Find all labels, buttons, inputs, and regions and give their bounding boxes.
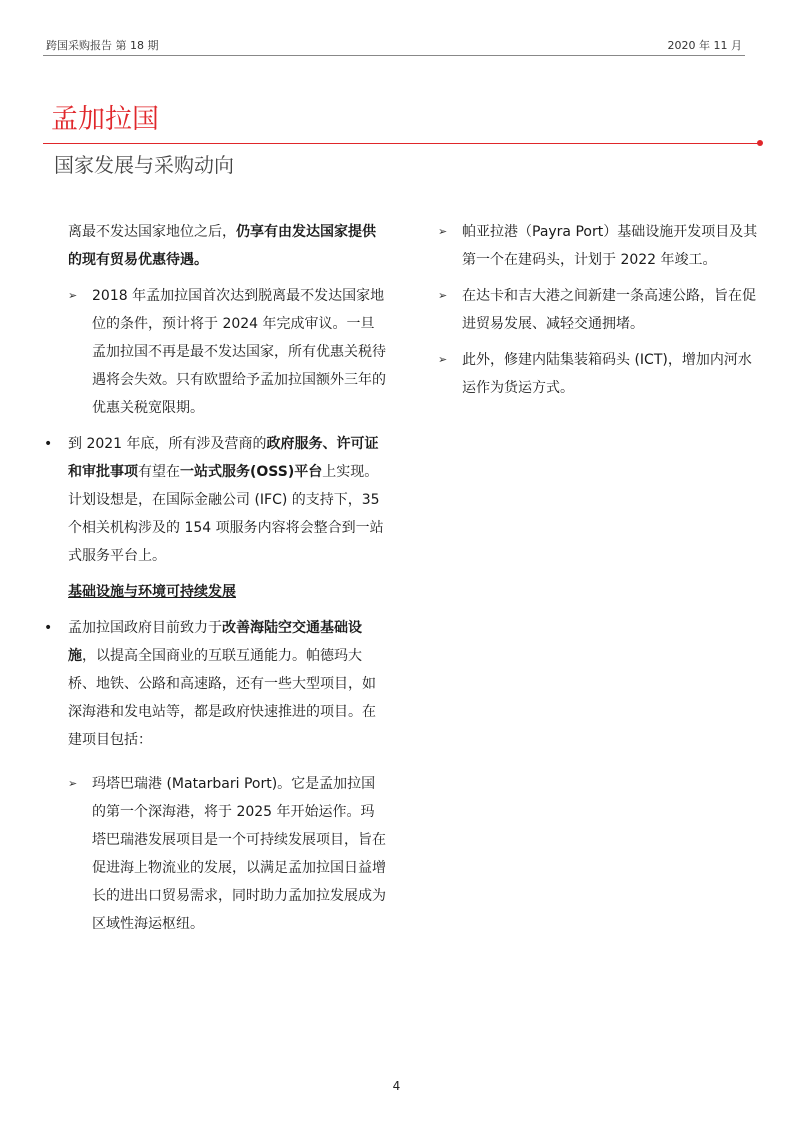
header-date: 2020 年 11 月 <box>667 39 742 52</box>
text: 孟加拉国政府目前致力于 <box>68 620 222 636</box>
header-divider <box>43 55 745 56</box>
title-divider-dot <box>757 140 763 146</box>
arrow-bullet-icon: ➢ <box>68 289 78 302</box>
continued-paragraph <box>68 218 388 274</box>
bullet-icon: • <box>44 436 53 452</box>
arrow-item-graduation <box>68 282 388 422</box>
text: 上实现。计划设想是，在国际金融公司 (IFC) 的支持下，35 个相关机构涉及的 154 项服务内容将会整合到一站式服务平台上。 <box>68 464 384 564</box>
right-column <box>438 218 758 402</box>
arrow-bullet-icon: ➢ <box>438 289 448 302</box>
arrow-bullet-icon: ➢ <box>438 353 448 366</box>
bold-text: 政府服务、许可证和审批事项 <box>68 436 379 480</box>
arrow-item-text: 在达卡和吉大港之间新建一条高速公路，旨在促进贸易发展、减轻交通拥堵。 <box>462 288 756 332</box>
title-divider <box>43 143 759 144</box>
bold-text: 改善海陆空交通基础设施 <box>68 620 362 664</box>
text: ，以提高全国商业的互联互通能力。帕德玛大桥、地铁、公路和高速路，还有一些大型项目，如深海港和发电站等，都是政府快速推进的项目。在建项目包括： <box>68 648 376 748</box>
arrow-item-matarbari <box>68 770 388 938</box>
arrow-bullet-icon: ➢ <box>68 777 78 790</box>
page-subtitle: 国家发展与采购动向 <box>54 153 234 177</box>
arrow-item-text: 此外，修建内陆集装箱码头 (ICT)，增加内河水运作为货运方式。 <box>462 352 752 396</box>
text: 到 2021 年底，所有涉及营商的 <box>68 436 267 452</box>
bold-text: 仍享有由发达国家提供的现有贸易优惠待遇。 <box>68 224 376 268</box>
header-report-title: 跨国采购报告 第 18 期 <box>46 39 159 52</box>
text: 离最不发达国家地位之后， <box>68 224 236 240</box>
arrow-item-payra <box>438 218 758 274</box>
arrow-bullet-icon: ➢ <box>438 225 448 238</box>
page-number: 4 <box>392 1079 401 1093</box>
bullet-icon: • <box>44 620 53 636</box>
section-heading: 基础设施与环境可持续发展 <box>68 584 236 600</box>
left-column <box>44 218 388 938</box>
bullet-item-infrastructure <box>44 614 388 754</box>
bullet-item-oss <box>44 430 388 570</box>
bold-text: 一站式服务(OSS)平台 <box>180 464 323 480</box>
arrow-item-text: 帕亚拉港（Payra Port）基础设施开发项目及其第一个在建码头，计划于 2022 年竣工。 <box>462 224 758 268</box>
arrow-item-highway <box>438 282 758 338</box>
text: 有望在 <box>138 464 180 480</box>
arrow-item-ict <box>438 346 758 402</box>
page-title: 孟加拉国 <box>51 104 159 135</box>
arrow-item-text: 玛塔巴瑞港 (Matarbari Port)。它是孟加拉国的第一个深海港，将于 2025 年开始运作。玛塔巴瑞港发展项目是一个可持续发展项目，旨在促进海上物流业的发展，以满足孟加拉国日益增长的进出口贸易需求，同时助力孟加拉发展成为区域性海运枢纽。 <box>92 776 386 932</box>
arrow-item-text: 2018 年孟加拉国首次达到脱离最不发达国家地位的条件，预计将于 2024 年完成审议。一旦孟加拉国不再是最不发达国家，所有优惠关税待遇将会失效。只有欧盟给予孟加拉国额外三年的优惠关税宽限期。 <box>92 288 386 416</box>
